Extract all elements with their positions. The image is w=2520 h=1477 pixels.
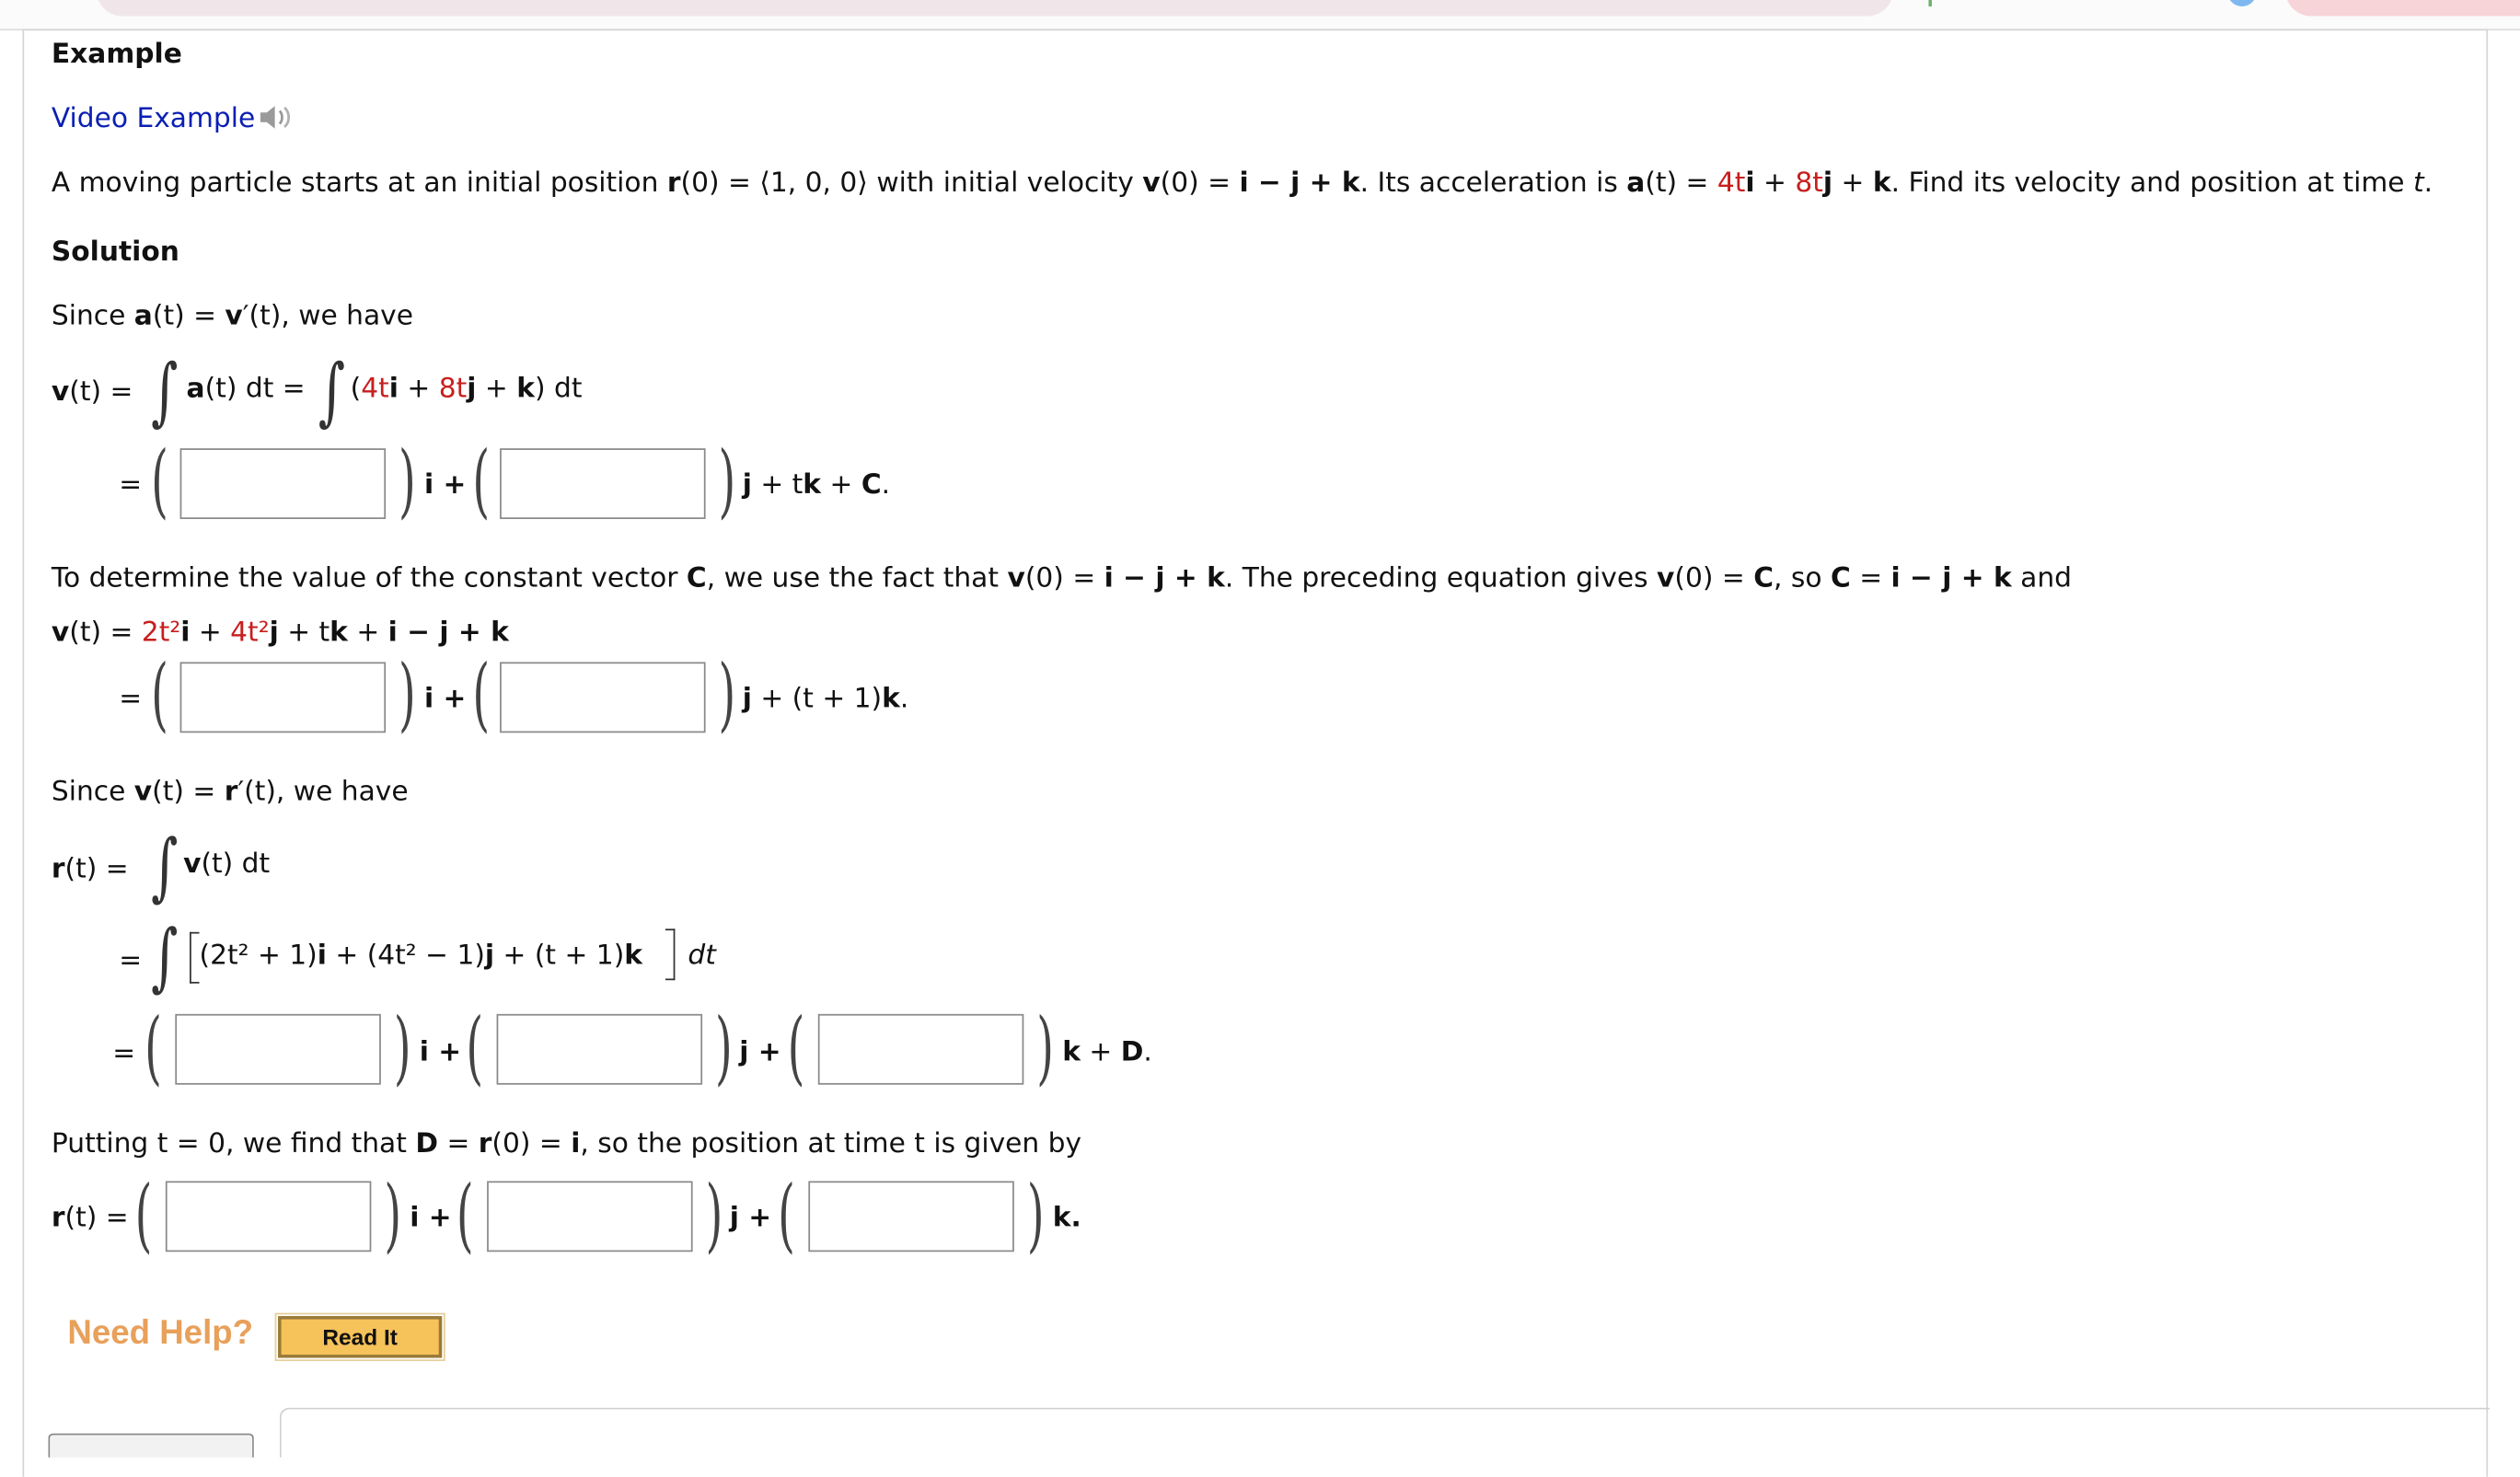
a-symbol: a [1626, 167, 1646, 200]
i-symbol: i [180, 617, 191, 650]
r-j-component-input[interactable] [497, 1014, 703, 1085]
text: (t) dt = [204, 373, 306, 406]
text: ′(t), we have [242, 300, 414, 333]
integral-sign: ∫ [151, 912, 179, 1000]
j-symbol: j [484, 940, 495, 973]
a-arg: (t) = [1645, 167, 1717, 200]
text: (t) = [69, 375, 133, 409]
v-symbol: v [1007, 562, 1025, 595]
coef: 2t² [141, 617, 181, 650]
plus: + [476, 373, 517, 406]
video-example-row [52, 103, 294, 140]
C-symbol: C [1830, 562, 1851, 595]
v-label [52, 376, 133, 409]
text: (t) = [152, 776, 225, 809]
open-paren: ( [151, 647, 168, 741]
ijk: i − j + k [387, 617, 509, 650]
j-plus [739, 1036, 780, 1068]
integral-sign: ∫ [151, 347, 179, 434]
solution-heading: Solution [51, 236, 179, 269]
open-paren: ( [151, 433, 168, 527]
text: , so [1774, 562, 1831, 595]
open-paren: ( [472, 647, 491, 741]
text: (0) = [1674, 562, 1754, 595]
r-symbol: r [478, 1127, 492, 1160]
read-it-button[interactable]: Read It [278, 1316, 442, 1357]
close-paren: ) [399, 433, 416, 527]
text: ( [350, 373, 362, 406]
r-symbol: r [224, 776, 238, 809]
final-j-component-input[interactable] [487, 1181, 693, 1252]
k-symbol: k [1872, 167, 1891, 200]
a-symbol: a [133, 300, 153, 333]
final-i-component-input[interactable] [166, 1181, 372, 1252]
a-symbol: a [186, 373, 205, 406]
v-symbol: v [133, 776, 153, 809]
v-symbol: v [183, 848, 202, 881]
open-paren: ( [472, 433, 491, 527]
integral-expression [351, 373, 583, 405]
plus: + [398, 373, 439, 406]
r-label [52, 853, 129, 885]
integral-sign: ∫ [318, 347, 346, 434]
D-symbol: D [1120, 1036, 1144, 1069]
k-symbol: k [516, 373, 535, 406]
text: (t) = [69, 617, 142, 650]
example-heading: Example [51, 38, 182, 71]
a-coef-2: 8t [1795, 167, 1823, 200]
text: + t [278, 617, 330, 650]
period: . [2423, 167, 2433, 200]
D-symbol: D [415, 1127, 439, 1160]
ijk: i − j + k [1104, 562, 1225, 595]
k-symbol: k [624, 940, 643, 973]
k-symbol: k [803, 468, 822, 502]
text: + (4t² − 1) [326, 940, 485, 973]
text: + (t + 1) [494, 940, 625, 973]
v0-expression: i − j + k [1239, 167, 1360, 200]
since-a-line [52, 301, 413, 333]
coef: 4t [361, 373, 389, 406]
open-paren: ( [466, 1000, 484, 1095]
coef: 4t² [230, 617, 270, 650]
determine-line [52, 562, 2072, 594]
r-symbol: r [666, 167, 681, 200]
plus: + [190, 617, 231, 650]
open-paren: ( [144, 1000, 162, 1095]
C-symbol: C [686, 562, 707, 595]
text: Since [51, 776, 134, 809]
close-paren: ) [1036, 1000, 1055, 1095]
text: ) dt [534, 373, 583, 406]
v0-prefix: (0) = [1160, 167, 1240, 200]
close-paren: ) [393, 1000, 411, 1095]
a-coef-1: 4t [1717, 167, 1746, 200]
text: (t) = [64, 853, 129, 886]
i-symbol: i [317, 940, 327, 973]
period: . [881, 468, 891, 502]
video-example-link[interactable]: Video Example [51, 102, 256, 135]
toolbar-indicator [1928, 0, 1931, 6]
row3-tail [1062, 1036, 1152, 1068]
plus: + [1832, 167, 1873, 200]
r0-value: (0) = ⟨1, 0, 0⟩ with initial velocity [680, 167, 1143, 200]
left-bracket [190, 932, 199, 984]
toolbar-button[interactable] [2285, 0, 2520, 16]
j-symbol: j [742, 683, 752, 716]
problem-text-2: . Its acceleration is [1359, 167, 1627, 200]
browser-toolbar [0, 0, 2520, 30]
v-symbol: v [51, 617, 70, 650]
close-paren: ) [399, 647, 416, 741]
v-expanded [52, 617, 509, 650]
answer-panel [280, 1408, 2490, 1458]
r-k-component-input[interactable] [818, 1014, 1024, 1085]
problem-statement [52, 167, 2433, 200]
speaker-icon[interactable] [259, 103, 294, 140]
C-symbol: C [1753, 562, 1774, 595]
coef: 8t [438, 373, 468, 406]
period: . [1143, 1036, 1152, 1069]
i-symbol: i [1745, 167, 1755, 200]
address-bar[interactable] [97, 0, 1893, 16]
j-plus [730, 1202, 771, 1234]
equals: = [119, 683, 143, 716]
k-symbol: k. [1052, 1202, 1081, 1235]
j-symbol: j [269, 617, 279, 650]
text: (0) = [491, 1127, 572, 1160]
v-symbol: v [1142, 167, 1161, 200]
i-symbol: i + [423, 683, 467, 716]
plus: + [1080, 1036, 1121, 1069]
close-paren: ) [718, 647, 736, 741]
i-plus [424, 683, 466, 715]
text: (0) = [1024, 562, 1104, 595]
k-symbol: k [329, 617, 348, 650]
close-paren: ) [1026, 1168, 1045, 1262]
equals: = [119, 944, 143, 977]
plus: + [821, 468, 861, 502]
text: and [2011, 562, 2073, 595]
final-k-component-input[interactable] [808, 1181, 1014, 1252]
text: Putting t = 0, we find that [51, 1127, 416, 1160]
i-symbol: i + [423, 468, 467, 502]
open-paren: ( [778, 1168, 795, 1262]
k-symbol: k [1062, 1036, 1081, 1069]
r-i-component-input[interactable] [175, 1014, 381, 1085]
text: + (t + 1) [751, 683, 883, 716]
v-symbol: v [225, 300, 243, 333]
row1-tail [743, 469, 890, 502]
row2-tail [743, 683, 909, 715]
text: To determine the value of the constant vector [51, 562, 687, 595]
t-symbol: t [2413, 167, 2424, 200]
text: (t) = [64, 1202, 129, 1235]
r-symbol: r [51, 1202, 65, 1235]
text: (2t² + 1) [199, 940, 318, 973]
i-plus [424, 469, 466, 502]
text: . The preceding equation gives [1224, 562, 1658, 595]
i-symbol: i + [419, 1036, 462, 1069]
C-symbol: C [861, 468, 882, 502]
integral-v [183, 848, 270, 881]
text: ′(t), we have [237, 776, 409, 809]
j-symbol: j [467, 373, 477, 406]
v-j-component-input[interactable] [500, 448, 706, 519]
j-symbol: j [742, 468, 752, 502]
text: (t) dt [201, 848, 271, 881]
text: + t [751, 468, 803, 502]
v-symbol: v [51, 375, 70, 409]
since-v-line [52, 776, 409, 808]
plus: + [1754, 167, 1796, 200]
text: Since [51, 300, 134, 333]
r-symbol: r [51, 853, 65, 886]
text: = [438, 1127, 479, 1160]
profile-icon[interactable] [2227, 0, 2256, 6]
i-plus [410, 1202, 451, 1234]
close-paren: ) [715, 1000, 733, 1095]
v-symbol: v [1657, 562, 1675, 595]
integral-a [187, 373, 306, 405]
integral-expanded [200, 940, 643, 973]
ijk: i − j + k [1890, 562, 2012, 595]
v-i-component-input[interactable] [180, 448, 387, 519]
close-paren: ) [705, 1168, 723, 1262]
putting-line [52, 1128, 1081, 1160]
i-plus [420, 1036, 461, 1068]
text: , so the position at time t is given by [580, 1127, 1082, 1160]
open-paren: ( [456, 1168, 474, 1262]
integral-sign: ∫ [151, 823, 179, 910]
period: . [899, 683, 909, 716]
open-paren: ( [787, 1000, 805, 1095]
j-symbol: j + [729, 1202, 772, 1235]
equals: = [112, 1038, 136, 1070]
submit-answer-button[interactable] [48, 1434, 254, 1458]
j-symbol: j + [739, 1036, 781, 1069]
k-symbol: k [882, 683, 900, 716]
right-bracket [665, 929, 675, 980]
plus: + [347, 617, 388, 650]
v2-i-component-input[interactable] [180, 662, 387, 733]
close-paren: ) [384, 1168, 402, 1262]
equals: = [119, 468, 143, 502]
text: = [1850, 562, 1891, 595]
k-period [1053, 1202, 1081, 1234]
text: , we use the fact that [706, 562, 1008, 595]
need-help-label: Need Help? [67, 1314, 254, 1352]
i-symbol: i + [410, 1202, 452, 1235]
open-paren: ( [134, 1168, 153, 1262]
j-symbol: j [1822, 167, 1833, 200]
text: (t) = [152, 300, 225, 333]
dt: dt [688, 940, 716, 973]
final-r-label [52, 1202, 129, 1234]
close-paren: ) [718, 433, 736, 527]
i-symbol: i [571, 1127, 581, 1160]
problem-text-3: . Find its velocity and position at time [1890, 167, 2414, 200]
v2-j-component-input[interactable] [500, 662, 706, 733]
problem-text-1: A moving particle starts at an initial position [51, 167, 667, 200]
i-symbol: i [388, 373, 399, 406]
